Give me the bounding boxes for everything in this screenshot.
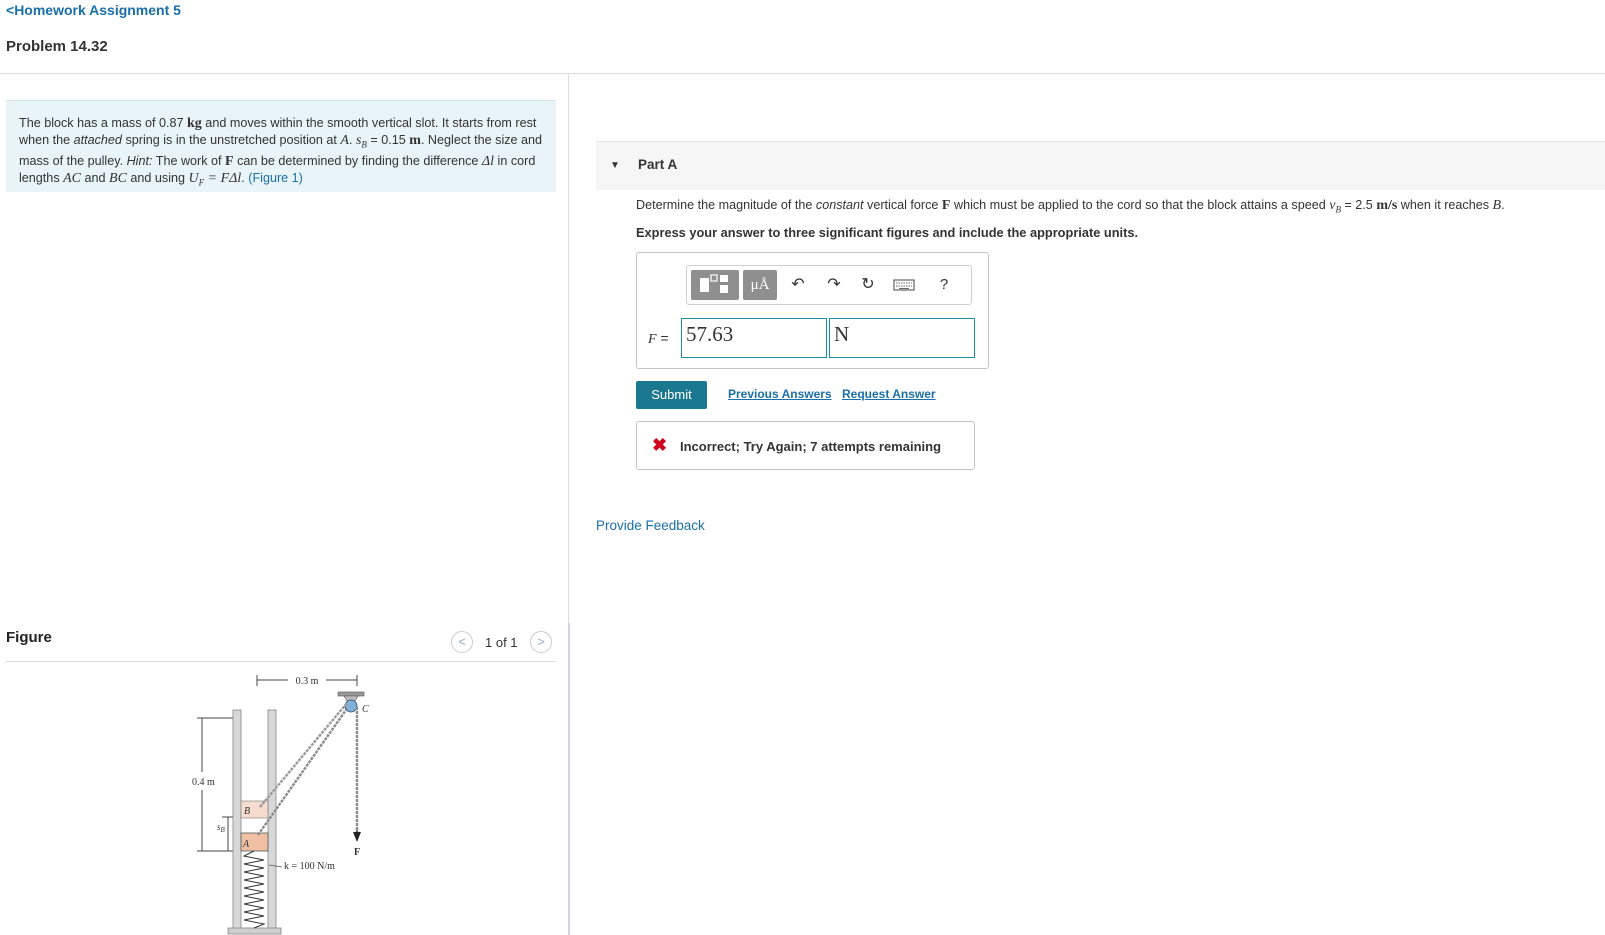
label-f: F — [354, 847, 361, 858]
templates-icon — [691, 270, 739, 300]
dim-top-label: 0.3 m — [295, 676, 319, 687]
answer-units-input[interactable]: N — [829, 318, 975, 358]
header-divider — [0, 73, 1605, 74]
slot-base — [228, 928, 281, 934]
request-answer-link[interactable]: Request Answer — [842, 387, 936, 401]
part-a-header[interactable] — [596, 141, 1605, 190]
figure-label: Figure — [6, 629, 52, 646]
previous-answers-link[interactable]: Previous Answers — [728, 387, 832, 401]
pulley — [345, 700, 357, 712]
back-link-label: Homework Assignment 5 — [14, 2, 181, 18]
reset-icon[interactable]: ↻ — [861, 276, 875, 293]
figure-next-button[interactable] — [530, 631, 552, 653]
problem-statement: The block has a mass of 0.87 kg and moves within the smooth vertical slot. It starts from rest when the attached spring is in the unstretched position at A. $s_B = 0.15$ m. Neglect the size and mass of the pulley. Hint: The work of F can be determined by finding the difference Δl in cord lengths AC and BC and using $U_F = F\Delta l$. (Figure 1) — [6, 100, 556, 192]
units-button-label: μÅ — [750, 277, 770, 293]
slot-wall-left — [233, 710, 241, 932]
undo-icon[interactable]: ↶ — [791, 276, 805, 293]
figure-diagram — [160, 670, 400, 935]
feedback-message: Incorrect; Try Again; 7 attempts remaining — [680, 439, 942, 454]
math-toolbar — [686, 265, 972, 305]
incorrect-x-icon: ✖ — [652, 435, 668, 455]
redo-icon[interactable]: ↷ — [827, 276, 841, 293]
part-a-label: Part A — [638, 157, 678, 172]
label-c: C — [362, 704, 369, 715]
figure-pager: 1 of 1 — [485, 635, 518, 650]
instruction-text: Express your answer to three significant figures and include the appropriate units. — [636, 225, 1139, 240]
problem-title: Problem 14.32 — [6, 38, 108, 55]
back-link-homework[interactable] — [6, 2, 181, 18]
label-a: A — [243, 839, 250, 850]
dim-sb-label: $s_B$ — [217, 822, 225, 834]
keyboard-icon[interactable] — [891, 270, 917, 300]
answer-value-input[interactable]: 57.63 — [681, 318, 827, 358]
chevron-right-icon: > — [537, 634, 545, 649]
caret-down-icon[interactable]: ▼ — [610, 160, 620, 171]
spring — [244, 851, 264, 928]
label-b: B — [244, 806, 251, 817]
provide-feedback-link[interactable]: Provide Feedback — [596, 518, 705, 533]
keyboard-glyph — [892, 270, 916, 300]
figure-divider — [6, 661, 556, 662]
chevron-left-icon: < — [458, 634, 466, 649]
force-arrow-head — [353, 832, 361, 842]
units-button[interactable] — [743, 270, 777, 300]
question-text: Determine the magnitude of the constant vertical force F which must be applied to the cord so that the block attains a speed $v_B = 2.5$ m/s when it reaches B. — [636, 198, 1505, 215]
spring-label: k = 100 N/m — [284, 861, 335, 872]
answer-variable-label: F = — [648, 330, 669, 347]
dim-left-label: 0.4 m — [192, 777, 215, 788]
help-icon[interactable]: ? — [939, 276, 949, 293]
chevron-left-icon: < — [6, 2, 15, 18]
pulley-mount — [338, 692, 364, 696]
submit-button[interactable]: Submit — [636, 381, 707, 409]
pane-resize-handle[interactable] — [568, 623, 570, 935]
figure-prev-button[interactable] — [451, 631, 473, 653]
templates-button[interactable] — [691, 270, 739, 300]
figure-link[interactable]: (Figure 1) — [248, 171, 303, 186]
